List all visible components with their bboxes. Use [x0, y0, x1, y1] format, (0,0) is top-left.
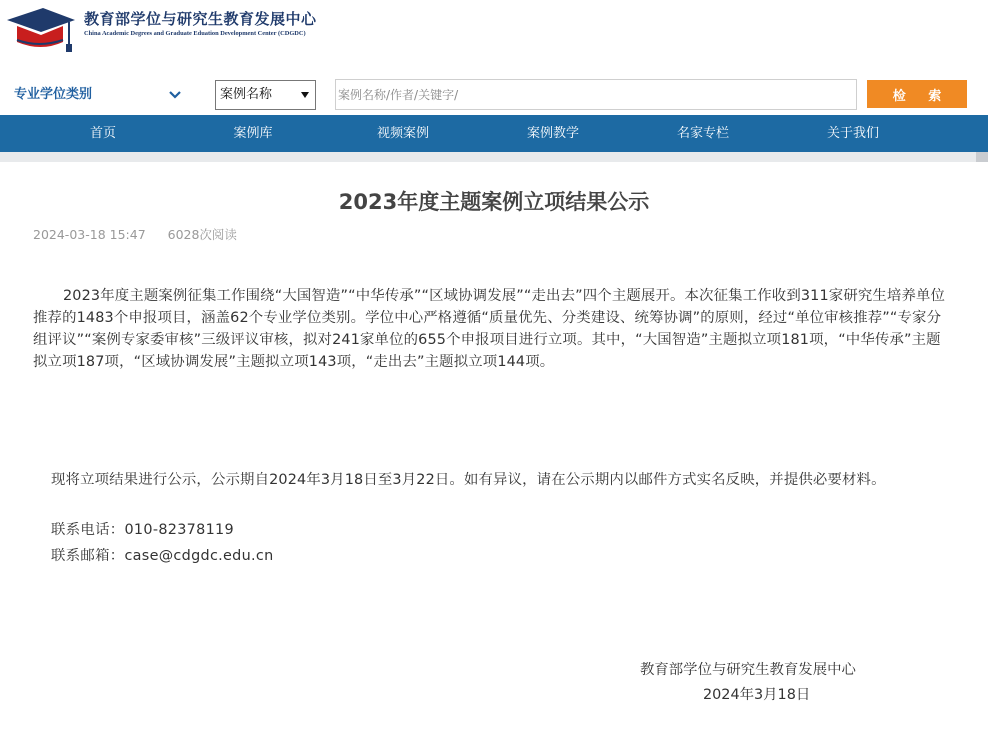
search-input[interactable] [335, 79, 857, 110]
chevron-down-icon [168, 88, 182, 102]
contact-email: 联系邮箱：case@cdgdc.edu.cn [51, 548, 274, 564]
search-bar [0, 76, 988, 114]
degree-category-label: 专业学位类别 [14, 87, 93, 102]
nav-item-expert-column[interactable]: 名家专栏 [676, 126, 729, 141]
contact-phone: 联系电话：010-82378119 [51, 522, 234, 538]
search-button[interactable]: 检 索 [867, 80, 967, 108]
nav-item-video-cases[interactable]: 视频案例 [376, 126, 429, 141]
article-meta [33, 225, 255, 243]
site-header [0, 0, 988, 60]
article-title: 2023年度主题案例立项结果公示 [338, 190, 650, 214]
dropdown-arrow-icon [301, 92, 309, 98]
publish-date: 2024-03-18 15:47 [33, 227, 146, 242]
signature-org: 教育部学位与研究生教育发展中心 [640, 662, 856, 678]
nav-item-case-teaching[interactable]: 案例教学 [526, 126, 579, 141]
main-nav [0, 115, 988, 152]
article-paragraph-2: 现将立项结果进行公示，公示期自2024年3月18日至3月22日。如有异议，请在公示期内以邮件方式实名反映，并提供必要材料。 [51, 472, 886, 488]
article-paragraph-1: 2023年度主题案例征集工作围绕“大国智造”“中华传承”“区域协调发展”“走出去”四个主题展开。本次征集工作收到311家研究生培养单位推荐的1483个申报项目，涵盖62个专业学位类别。学位中心严格遵循“质量优先、分类建设、统筹协调”的原则，经过“单位审核推荐”“专家分组评议”“案例专家委审核”三级评议审核，拟对241家单位的655个申报项目进行立项。其中，“大国智造”主题拟立项181项，“中华传承”主题拟立项187项，“区域协调发展”主题拟立项143项，“走出去”主题拟立项144项。 [33, 288, 946, 370]
nav-item-home[interactable]: 首页 [89, 126, 116, 141]
view-count: 6028次阅读 [167, 227, 237, 242]
graduation-cap-logo-icon[interactable] [3, 4, 77, 54]
nav-item-about-us[interactable]: 关于我们 [826, 126, 879, 141]
search-field-select[interactable] [215, 80, 316, 110]
nav-item-case-library[interactable]: 案例库 [233, 126, 273, 141]
search-field-selected: 案例名称 [220, 87, 273, 102]
scrollbar-corner [976, 152, 988, 162]
org-name-en: China Academic Degrees and Graduate Eduation Development Center (CDGDC) [84, 30, 306, 37]
org-name-cn: 教育部学位与研究生教育发展中心 [84, 10, 317, 28]
degree-category-dropdown[interactable] [14, 84, 186, 106]
signature-date: 2024年3月18日 [703, 687, 811, 703]
divider-bar [0, 152, 988, 162]
